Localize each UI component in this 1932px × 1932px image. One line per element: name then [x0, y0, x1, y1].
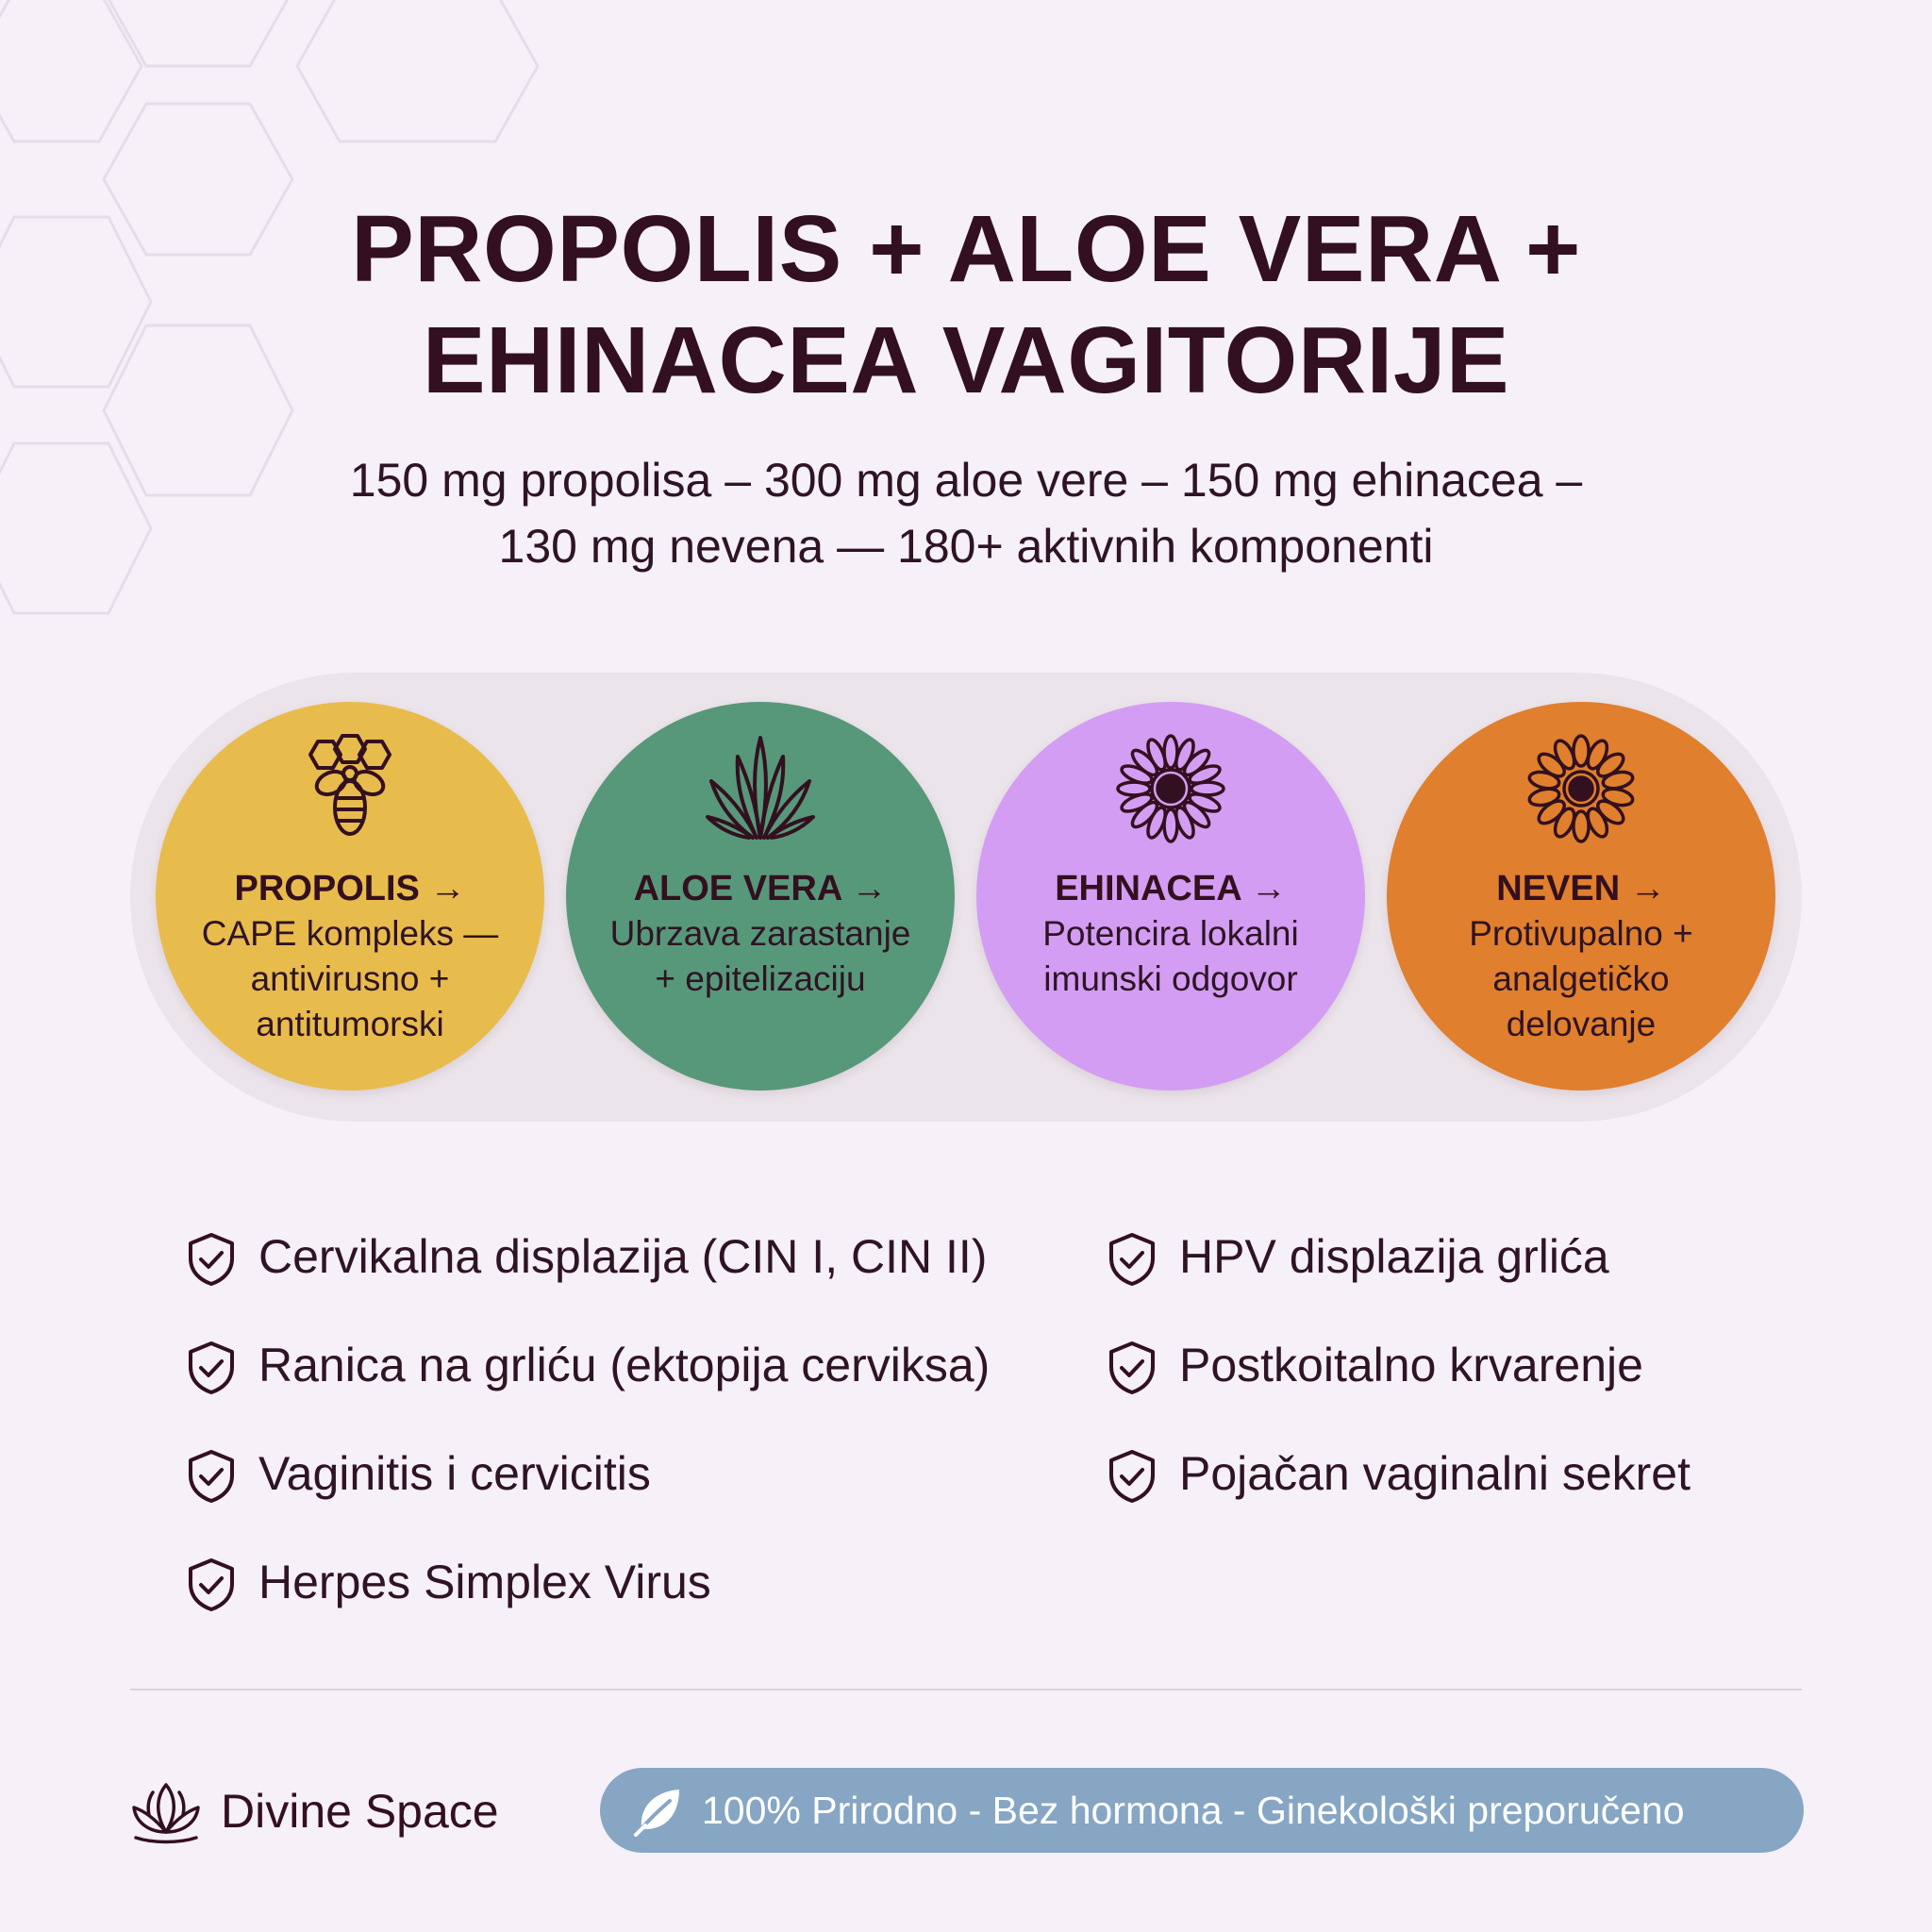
lotus-icon: [128, 1777, 204, 1845]
shield-check-icon: [187, 1341, 236, 1395]
title-line-2: EHINACEA VAGITORIJE: [422, 308, 1510, 413]
dosage-subtitle: [0, 447, 1932, 579]
shield-check-icon: [187, 1449, 236, 1504]
shield-check-icon: [1108, 1232, 1157, 1287]
subtitle-line-1: 150 mg propolisa – 300 mg aloe vere – 150 mg ehinacea –: [349, 454, 1583, 507]
shield-check-icon: [187, 1557, 236, 1612]
brand-name: Divine Space: [221, 1785, 499, 1838]
ingredient-name: NEVEN →: [1496, 869, 1666, 908]
badge-text: 100% Prirodno - Bez hormona - Ginekološki preporučeno: [702, 1789, 1685, 1832]
page-title: [0, 193, 1932, 416]
benefit-text: Ranica na grliću (ektopija cerviksa): [258, 1339, 991, 1391]
title-line-1: PROPOLIS + ALOE VERA +: [351, 196, 1581, 302]
ingredient-description: CAPE kompleks — antivirusno + antitumorski: [201, 914, 499, 1043]
aloe-plant-icon: [706, 734, 815, 843]
ingredient-description: Potencira lokalni imunski odgovor: [1042, 914, 1299, 998]
benefit-text: HPV displazija grlića: [1179, 1230, 1609, 1283]
benefit-text: Pojačan vaginalni sekret: [1179, 1447, 1690, 1500]
benefit-text: Vaginitis i cervicitis: [258, 1447, 651, 1500]
benefit-text: Postkoitalno krvarenje: [1179, 1339, 1643, 1391]
footer-divider: [130, 1689, 1802, 1690]
shield-check-icon: [1108, 1341, 1157, 1395]
shield-check-icon: [1108, 1449, 1157, 1504]
ingredient-card-propolis: [156, 702, 544, 1091]
ingredient-description: Protivupalno + analgetičko delovanje: [1469, 914, 1693, 1043]
ingredient-card-ehinacea: [976, 702, 1365, 1091]
leaf-icon: [632, 1784, 685, 1837]
shield-check-icon: [187, 1232, 236, 1287]
subtitle-line-2: 130 mg nevena — 180+ aktivnih komponenti: [498, 520, 1434, 573]
ingredient-name: EHINACEA →: [1055, 869, 1287, 908]
ingredient-card-aloe-vera: [566, 702, 955, 1091]
bee-honeycomb-icon: [295, 734, 405, 843]
benefit-text: Cervikalna displazija (CIN I, CIN II): [258, 1230, 988, 1283]
natural-badge: [600, 1768, 1804, 1853]
ingredient-description: Ubrzava zarastanje + epitelizaciju: [609, 914, 911, 998]
marigold-flower-icon: [1526, 734, 1636, 843]
benefit-text: Herpes Simplex Virus: [258, 1556, 711, 1608]
ingredient-card-neven: [1387, 702, 1775, 1091]
echinacea-flower-icon: [1116, 734, 1225, 843]
ingredient-name: ALOE VERA →: [633, 869, 888, 908]
ingredient-name: PROPOLIS →: [234, 869, 466, 908]
